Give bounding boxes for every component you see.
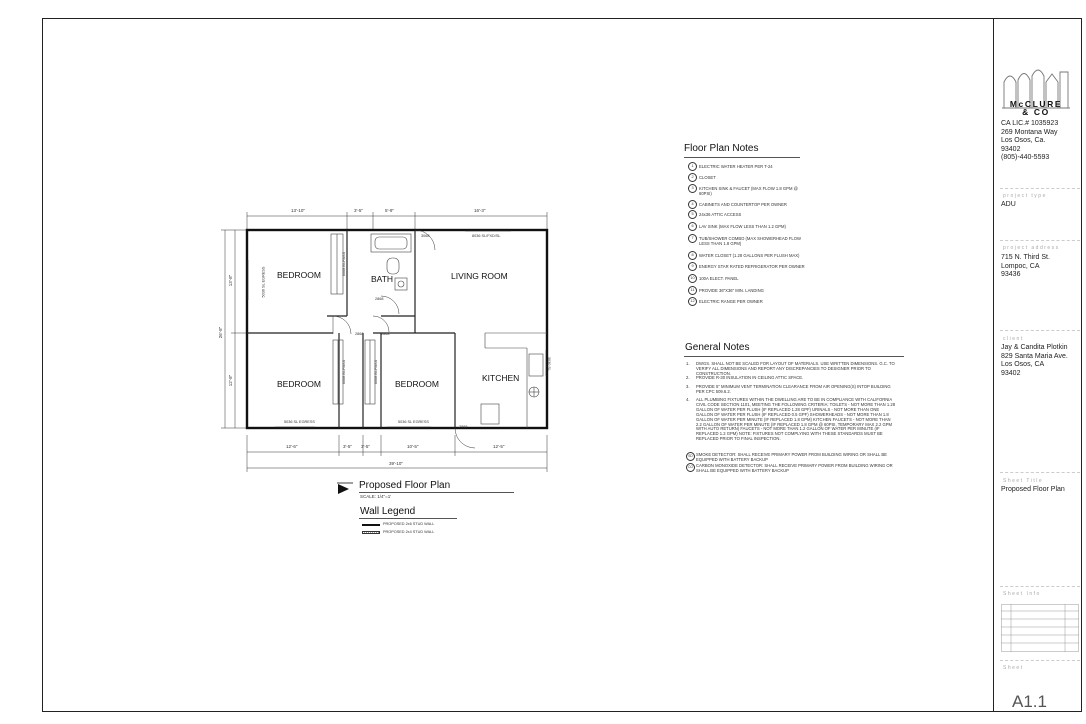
general-note-number: 2. — [686, 375, 690, 380]
room-kitchen: KITCHEN — [482, 373, 520, 383]
project-address-line2: Lompoc, CA — [1001, 262, 1040, 270]
project-type: ADU — [1001, 201, 1016, 208]
firm-address2: Los Osos, Ca. — [1001, 137, 1046, 145]
project-address-label: project address — [1003, 245, 1060, 251]
tag-window-kitchen: 3030 SL — [547, 356, 552, 372]
general-note-number: 3. — [686, 384, 690, 389]
project-address-line1: 715 N. Third St. — [1001, 254, 1050, 261]
general-note-text: PROVIDE 5" MINIMUM VENT TERMINATION CLEARANCE FROM AIR OPENING(S) INTOP BUILDING PER CPC 509.6.2. — [696, 384, 891, 394]
title-underline — [684, 157, 800, 158]
tb-separator — [1000, 188, 1080, 189]
sheet-title: Proposed Floor Plan — [1001, 486, 1065, 493]
dim-left-upper: 13'-8" — [228, 274, 234, 287]
project-address-line3: 93436 — [1001, 271, 1021, 279]
tag-egress-bed2: 5036 SL EGRESS — [284, 420, 315, 424]
tag-door-entry: 3068 — [421, 234, 430, 238]
project-address — [1001, 254, 1050, 280]
note-number: 3 — [688, 184, 697, 193]
note-text: PROVIDE 36"X36" MIN. LANDING — [699, 288, 764, 293]
revision-table — [1001, 604, 1079, 652]
firm-contact — [1001, 120, 1058, 163]
note-number: 1 — [688, 162, 697, 171]
general-notes-title: General Notes — [685, 342, 750, 353]
sheet-title-label: Sheet Title — [1003, 478, 1044, 484]
tag-egress-bed3: 5036 SL EGRESS — [398, 420, 429, 424]
tag-bifold-1: 6068 BI-PASS — [342, 251, 347, 277]
legend-swatch-2x4 — [362, 531, 380, 534]
note-text: 100A ELECT. PANEL — [699, 276, 739, 281]
dim-left-overall: 26'-8" — [218, 326, 224, 339]
room-bedroom-1: BEDROOM — [277, 270, 321, 280]
general-note-text: ALL PLUMBING FIXTURES WITHIN THE DWELLING ARE TO BE IN COMPLIANCE WITH CALIFORNIA CIVIL CODE SECTION 1101, MEETING THE FOLLOWING CRITERIA: TOILETS - NOT MORE THAN 1.28 GALLON OF WATER PER FLUSH (IF REPLACED 1.28 GPF) URINALS - NOT MORE THAN ONE GALLON OF WATER PER FLUSH (IF REPLACED 0.5 GPF) SHOWERHEADS - NOT MORE THAN 1.8 GALLON OF WATER PER MINUTE (IF REPLACED 1.8 GPM) KITCHEN FAUCETS - NOT MORE THAN 2.2 GALLON OF WATER PER MINUTE (IF REPLACED 1.8 GPM @ 60PSI, TEMPORARY MAX 2.2 GPM WITH AUTO RETURN) FAUCETS - NOT MORE THAN 1.2 GALLON OF WATER PER MINUTE (IF REPLACED 1.2 GPM) NOTE: FIXTURES NOT COMPLYING WITH THESE STANDARDS MUST BE REPLACED PRIOR TO FINAL INSPECTION. — [696, 397, 896, 442]
plan-caption-scale: SCALE: 1/4"=1' — [360, 494, 392, 499]
note-number: 9 — [688, 262, 697, 271]
client-label: client — [1003, 336, 1024, 342]
tag-window-living: 8036 SL/FXD/SL — [472, 234, 501, 238]
room-bedroom-2: BEDROOM — [277, 379, 321, 389]
floor-plan-drawing — [215, 200, 575, 480]
firm-phone: (805)-440-5593 — [1001, 154, 1050, 162]
note-number: 11 — [688, 286, 697, 295]
general-note-text: CARBON MONOXIDE DETECTOR: SHALL RECEIVE PRIMARY POWER FROM BUILDING WIRING OR SHALL BE EQUIPPED WITH BATTERY BACKUP — [696, 463, 893, 473]
sheet-number: A1.1 — [1012, 692, 1047, 711]
general-note-text: PROVIDE R-30 INSULATION IN CEILING ATTIC SPACE. — [696, 375, 804, 380]
tb-separator — [1000, 586, 1080, 587]
client-info — [1001, 344, 1068, 378]
general-note-number: 4. — [686, 397, 690, 402]
note-number: 8 — [688, 251, 697, 260]
project-type-label: project type — [1003, 193, 1047, 199]
note-text: KITCHEN SINK & FAUCET (MAX FLOW 1.8 GPM @ 60PSI) — [699, 186, 798, 196]
room-bath: BATH — [371, 274, 394, 284]
note-number: 12 — [688, 297, 697, 306]
legend-swatch-2x6 — [362, 524, 380, 526]
note-text: CLOSET — [699, 175, 716, 180]
dim-bottom-5: 12'-5" — [493, 444, 505, 449]
plan-caption-title: Proposed Floor Plan — [359, 480, 451, 491]
dim-bottom-1: 12'-6" — [286, 444, 298, 449]
client-line1: Jay & Candita Plotkin — [1001, 344, 1068, 351]
note-number: 2 — [688, 173, 697, 182]
dim-top-2: 3'-5" — [354, 208, 363, 213]
general-note-number: 1. — [686, 361, 690, 366]
firm-name-line2: & CO — [1022, 107, 1050, 117]
dim-top-3: 5'-9" — [385, 208, 394, 213]
dim-bottom-4: 10'-5" — [407, 444, 419, 449]
firm-address1: 269 Montana Way — [1001, 128, 1058, 136]
general-note-number: SD — [686, 452, 695, 461]
firm-name — [1003, 100, 1069, 116]
note-text: CABINETS AND COUNTERTOP PER OWNER — [699, 202, 787, 207]
license: CA LIC.# 1035923 — [1001, 120, 1059, 127]
note-number: 7 — [688, 234, 697, 243]
tag-door-hall: 2868 — [355, 332, 364, 336]
legend-item-2x4: PROPOSED 2x4 STUD WALL — [383, 530, 435, 534]
tb-separator — [1000, 240, 1080, 241]
room-living: LIVING ROOM — [451, 271, 508, 281]
note-text: 24x36 ATTIC ACCESS — [699, 212, 742, 217]
tag-bifold-2: 6068 BI-PASS — [342, 359, 347, 385]
tag-bifold-3: 6068 BI-PASS — [374, 359, 379, 385]
tb-separator — [1000, 660, 1080, 661]
client-line4: 93402 — [1001, 369, 1021, 377]
dim-left-lower: 12'-8" — [228, 374, 234, 387]
tag-door-kitchen: 2868 — [459, 425, 468, 429]
note-text: TUB/SHOWER COMBO (MAX SHOWERHEAD FLOW LESS THAN 1.8 GPM) — [699, 236, 801, 246]
north-arrow-icon — [337, 482, 355, 496]
tag-door-bed3: 2868 — [381, 332, 390, 336]
client-line2: 829 Santa Maria Ave. — [1001, 352, 1068, 360]
dim-bottom-2: 3'-5" — [343, 444, 352, 449]
dim-overall-width: 39'-10" — [389, 461, 403, 466]
caption-underline — [359, 492, 514, 493]
note-text: ELECTRIC WATER HEATER PER T-24 — [699, 164, 773, 169]
legend-item-2x6: PROPOSED 2x6 STUD WALL — [383, 522, 435, 526]
sheet-label: Sheet — [1003, 665, 1024, 671]
dim-top-1: 13'-10" — [291, 208, 305, 213]
note-text: ENERGY STAR RATED REFRIGERATOR PER OWNER — [699, 264, 805, 269]
general-note-text: DWGS. SHALL NOT BE SCALED FOR LAYOUT OF MATERIALS. USE WRITTEN DIMENSIONS. G.C. TO VERIFY ALL DIMENSIONS AND REPORT ANY DISCREPANCIES TO DESIGNER PRIOR TO CONSTRUCTION. — [696, 361, 895, 376]
tb-separator — [1000, 472, 1080, 473]
sheet-info-label: Sheet Info — [1003, 591, 1041, 597]
note-text: ELECTRIC RANGE PER OWNER — [699, 299, 763, 304]
tag-egress-bed1: 5036 SL EGRESS — [261, 266, 266, 298]
general-note-text: SMOKE DETECTOR: SHALL RECEIVE PRIMARY POWER FROM BUILDING WIRING OR SHALL BE EQUIPPED WITH BATTERY BACKUP — [696, 452, 887, 462]
note-text: WATER CLOSET (1.28 GALLONS PER FLUSH MAX) — [699, 253, 800, 258]
note-number: 4 — [688, 200, 697, 209]
room-bedroom-3: BEDROOM — [395, 379, 439, 389]
client-line3: Los Osos, CA — [1001, 361, 1045, 369]
note-text: LAV SINK (MAX FLOW LESS THAN 1.2 GPM) — [699, 224, 786, 229]
title-underline — [684, 356, 904, 357]
tag-door-bath: 2868 — [375, 297, 384, 301]
note-number: 5 — [688, 210, 697, 219]
note-number: 6 — [688, 222, 697, 231]
wall-legend-title: Wall Legend — [360, 506, 416, 517]
tb-separator — [1000, 330, 1080, 331]
firm-name-line1: McCLURE — [1009, 99, 1063, 109]
firm-zip: 93402 — [1001, 145, 1021, 153]
note-number: 10 — [688, 274, 697, 283]
dim-top-4: 16'-3" — [474, 208, 486, 213]
general-note-number: CO — [686, 463, 695, 472]
floor-plan-notes-title: Floor Plan Notes — [684, 143, 759, 154]
dim-bottom-3: 3'-5" — [361, 444, 370, 449]
legend-underline — [359, 518, 457, 519]
